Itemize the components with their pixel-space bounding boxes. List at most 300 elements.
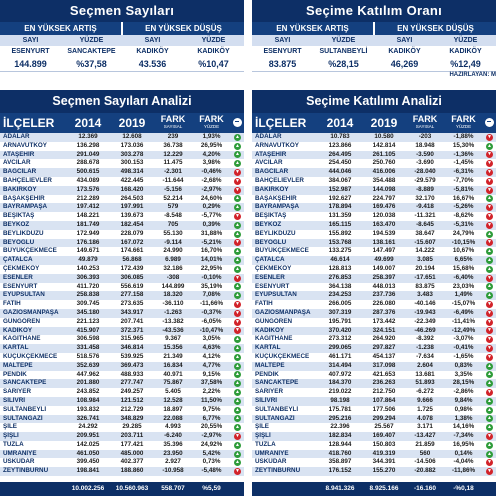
table-row — [252, 441, 496, 450]
diff-number: 40.971 — [163, 370, 183, 378]
total-pct: -%0,18 — [453, 485, 474, 492]
district-name: ESENLER — [255, 273, 285, 281]
diff-percent: 26,95% — [200, 141, 223, 149]
district-name: ATAŞEHİR — [3, 150, 35, 158]
diff-number: 35.396 — [163, 440, 183, 448]
table-header — [0, 113, 244, 133]
total-2019: 8.925.166 — [369, 485, 399, 492]
trend-up-icon — [486, 363, 493, 370]
summary-value: 83.875 — [268, 59, 297, 69]
diff-percent: 3,05% — [202, 335, 221, 343]
district-name: SARIYER — [255, 388, 283, 396]
value-2014: 133.275 — [328, 247, 352, 255]
diff-number: 5.405 — [165, 388, 181, 396]
value-2019: 182.454 — [120, 220, 144, 228]
trend-down-icon — [234, 187, 241, 194]
value-2014: 209.951 — [76, 432, 100, 440]
value-2014: 518.576 — [76, 352, 100, 360]
diff-percent: -5,81% — [453, 185, 474, 193]
value-2014: 307.319 — [328, 308, 352, 316]
value-2014: 407.972 — [328, 370, 352, 378]
diff-number: -203 — [418, 133, 432, 140]
trend-down-icon — [486, 433, 493, 440]
value-2014: 266.005 — [328, 300, 352, 308]
value-2014: 299.065 — [328, 344, 352, 352]
table-row — [0, 406, 244, 415]
value-2019: 174.661 — [120, 247, 144, 255]
trend-down-icon — [234, 275, 241, 282]
value-2019: 354.488 — [372, 176, 396, 184]
district-name: SULTANBEYLİ — [255, 405, 299, 413]
value-2014: 288.678 — [76, 159, 100, 167]
district-name: GAZİOSMANPAŞA — [3, 308, 59, 316]
summary-value: 46,269 — [390, 59, 419, 69]
diff-number: -9.114 — [164, 238, 182, 246]
diff-number: 579 — [167, 203, 179, 211]
table-row — [0, 230, 244, 239]
table-row — [252, 291, 496, 300]
district-name: BAKIRKÖY — [255, 185, 289, 193]
header-year-2019: 2019 — [370, 116, 398, 130]
diff-percent: 37,58% — [200, 379, 223, 387]
summary-decrease-header: EN YÜKSEK DÜŞÜŞ — [123, 22, 244, 35]
header-diff-number: FARK SAYISAL — [412, 114, 438, 129]
trend-up-icon — [234, 266, 241, 273]
value-2019: 10.580 — [374, 133, 394, 140]
trend-up-icon — [234, 371, 241, 378]
diff-percent: 22,95% — [200, 264, 223, 272]
value-2019: 138.161 — [372, 238, 396, 246]
diff-percent: 4,63% — [202, 344, 221, 352]
diff-percent: -10,47% — [199, 326, 224, 334]
table-row — [252, 159, 496, 168]
value-2019: 277.747 — [120, 379, 144, 387]
trend-down-icon — [486, 459, 493, 466]
diff-number: -5.156 — [164, 185, 182, 193]
value-2014: 46.614 — [330, 256, 350, 264]
diff-percent: 23,03% — [452, 282, 475, 290]
table-row — [252, 309, 496, 318]
district-name: GÜNGÖREN — [3, 317, 41, 325]
value-2019: 224.797 — [372, 194, 396, 202]
table-row — [252, 168, 496, 177]
district-name: ÇATALCA — [3, 256, 33, 264]
diff-percent: 2,22% — [202, 388, 221, 396]
value-2014: 128.813 — [328, 264, 352, 272]
district-name: ÇEKMEKÖY — [255, 264, 292, 272]
value-2019: 56.868 — [122, 256, 142, 264]
diff-percent: -6,49% — [453, 308, 474, 316]
trend-up-icon — [234, 195, 241, 202]
district-name: KADIKÖY — [449, 48, 482, 55]
diff-number: -13.382 — [162, 317, 184, 325]
table-row — [0, 362, 244, 371]
value-2019: 120.038 — [372, 212, 396, 220]
district-name: ÇATALCA — [255, 256, 285, 264]
value-2019: 315.965 — [120, 335, 144, 343]
diff-number: 9.367 — [165, 335, 181, 343]
district-name: BEŞİKTAŞ — [255, 212, 287, 220]
trend-up-icon — [234, 345, 241, 352]
value-2014: 178.894 — [328, 203, 352, 211]
diff-percent: 5,42% — [202, 449, 221, 457]
diff-number: 15.356 — [163, 344, 183, 352]
district-name: BAŞAKŞEHİR — [3, 194, 45, 202]
trend-up-icon — [234, 389, 241, 396]
summary-increase-header: EN YÜKSEK ARTIŞ — [0, 22, 121, 35]
value-2014: 195.791 — [328, 317, 352, 325]
value-2019: 237.736 — [372, 291, 396, 299]
district-name: TUZLA — [255, 440, 276, 448]
diff-percent: 4,77% — [202, 361, 221, 369]
summary-voter-counts — [0, 0, 244, 69]
district-name: SARIYER — [3, 388, 31, 396]
value-2014: 352.639 — [76, 361, 100, 369]
district-name: SULTANBEYLİ — [3, 405, 47, 413]
district-name: FATİH — [255, 300, 273, 308]
district-name: GAZİOSMANPAŞA — [255, 308, 311, 316]
diff-percent: -5,21% — [201, 238, 222, 246]
diff-number: 12.229 — [163, 150, 183, 158]
district-name: KADIKÖY — [255, 326, 285, 334]
district-name: ADALAR — [3, 133, 30, 140]
diff-percent: 16,67% — [452, 194, 475, 202]
value-2019: 169.476 — [372, 203, 396, 211]
diff-percent: -5,48% — [201, 467, 222, 475]
table-row — [252, 247, 496, 256]
summary-value: %10,47 — [198, 59, 229, 69]
table-row — [0, 388, 244, 397]
value-2014: 131.359 — [328, 212, 352, 220]
table-row — [0, 300, 244, 309]
table-row — [252, 239, 496, 248]
table-row — [0, 283, 244, 292]
trend-up-icon — [234, 222, 241, 229]
trend-up-icon — [234, 160, 241, 167]
trend-up-icon — [486, 143, 493, 150]
col-label-sayi: SAYI — [396, 37, 413, 44]
trend-down-icon — [486, 222, 493, 229]
trend-up-icon — [234, 442, 241, 449]
table-row — [0, 212, 244, 221]
table-row — [0, 177, 244, 186]
trend-down-icon — [234, 327, 241, 334]
value-2014: 142.025 — [76, 440, 100, 448]
value-2019: 369.473 — [120, 361, 144, 369]
value-2019: 188.860 — [120, 467, 144, 475]
diff-number: -19.943 — [414, 308, 436, 316]
diff-number: -8.548 — [164, 212, 182, 220]
diff-number: 1.725 — [417, 405, 433, 413]
table-row — [0, 256, 244, 265]
district-name: BAHÇELİEVLER — [255, 176, 304, 184]
col-label-yuzde: YÜZDE — [331, 37, 356, 44]
header-diff-percent: FARK YÜZDE — [199, 114, 224, 129]
diff-number: 32.170 — [415, 194, 435, 202]
diff-percent: 10,67% — [452, 247, 475, 255]
value-2019: 485.000 — [120, 449, 144, 457]
table-row — [252, 432, 496, 441]
value-2014: 176.152 — [328, 467, 352, 475]
total-diff: 558.707 — [161, 485, 185, 492]
value-2014: 123.866 — [328, 141, 352, 149]
value-2014: 192.627 — [328, 194, 352, 202]
value-2019: 194.539 — [372, 229, 396, 237]
district-name: KÜÇÜKÇEKMECE — [3, 352, 58, 360]
table-row — [252, 256, 496, 265]
diff-percent: -0,37% — [201, 308, 222, 316]
diff-number: 51.893 — [415, 379, 435, 387]
diff-number: -9.418 — [416, 203, 434, 211]
district-name: ÜMRANİYE — [255, 449, 289, 457]
diff-number: -43.536 — [162, 326, 184, 334]
district-name: PENDİK — [3, 370, 27, 378]
value-2014: 24.292 — [78, 423, 98, 431]
table-row — [252, 353, 496, 362]
trend-down-icon — [234, 301, 241, 308]
district-name: BAYRAMPAŞA — [255, 203, 300, 211]
value-2014: 219.022 — [328, 388, 352, 396]
summary-turnout — [252, 0, 496, 69]
table-row — [0, 291, 244, 300]
diff-percent: 6,65% — [454, 256, 473, 264]
trend-down-icon — [234, 468, 241, 475]
value-2014: 108.984 — [76, 396, 100, 404]
district-name: GÜNGÖREN — [255, 317, 293, 325]
value-2019: 454.137 — [372, 352, 396, 360]
diff-percent: -5,26% — [453, 203, 474, 211]
value-2014: 153.768 — [328, 238, 352, 246]
table-row — [252, 371, 496, 380]
diff-number: 38.647 — [415, 229, 435, 237]
trend-up-icon — [234, 451, 241, 458]
diff-percent: -1,88% — [453, 133, 474, 140]
value-2019: 402.377 — [120, 458, 144, 466]
panel-title: Seçmen Sayıları Analizi — [0, 90, 244, 113]
table-row — [0, 344, 244, 353]
trend-down-icon — [486, 345, 493, 352]
table-body — [0, 133, 244, 482]
trend-down-icon — [486, 468, 493, 475]
value-2014: 98.198 — [330, 396, 350, 404]
value-2019: 539.925 — [120, 352, 144, 360]
header-district: İLÇELER — [3, 116, 55, 130]
value-2019: 144.098 — [372, 185, 396, 193]
table-row — [252, 335, 496, 344]
diff-percent: 20,55% — [200, 423, 223, 431]
value-2019: 12.608 — [122, 133, 142, 140]
diff-number: 75.867 — [163, 379, 183, 387]
table-row — [0, 415, 244, 424]
value-2019: 422.445 — [120, 176, 144, 184]
diff-percent: 16,70% — [200, 247, 223, 255]
district-name: ATAŞEHİR — [255, 150, 287, 158]
district-name: KARTAL — [3, 344, 29, 352]
district-name: FATİH — [3, 300, 21, 308]
diff-number: -17.651 — [414, 273, 436, 281]
diff-percent: -5,31% — [453, 220, 474, 228]
diff-percent: -1,36% — [453, 150, 474, 158]
diff-number: 4.078 — [417, 414, 433, 422]
diff-percent: -3,07% — [453, 335, 474, 343]
diff-percent: 3,98% — [202, 159, 221, 167]
diff-percent: 0,29% — [202, 203, 221, 211]
value-2014: 212.289 — [76, 194, 100, 202]
table-row — [252, 467, 496, 476]
value-2014: 184.370 — [328, 379, 352, 387]
value-2014: 444.046 — [328, 168, 352, 176]
diff-number: -3.690 — [416, 159, 434, 167]
value-2019: 150.803 — [372, 440, 396, 448]
table-row — [252, 379, 496, 388]
trend-down-icon — [234, 310, 241, 317]
table-row — [252, 362, 496, 371]
value-2014: 173.576 — [76, 185, 100, 193]
table-row — [252, 151, 496, 160]
diff-number: 20.194 — [415, 264, 435, 272]
diff-number: -11.321 — [414, 212, 436, 220]
trend-up-icon — [234, 257, 241, 264]
value-2014: 140.253 — [76, 264, 100, 272]
trend-up-icon — [234, 143, 241, 150]
table-row — [252, 274, 496, 283]
diff-percent: 1,93% — [202, 133, 221, 140]
value-2014: 176.186 — [76, 238, 100, 246]
diff-number: -11.644 — [162, 176, 184, 184]
diff-number: -308 — [166, 273, 180, 281]
district-name: BEYKOZ — [3, 220, 30, 228]
value-2019: 258.397 — [372, 273, 396, 281]
trend-up-icon — [486, 415, 493, 422]
total-2014: 10.002.256 — [71, 485, 105, 492]
value-2014: 136.298 — [76, 141, 100, 149]
header-year-2019: 2019 — [118, 116, 146, 130]
trend-up-icon — [486, 292, 493, 299]
trend-down-icon — [486, 178, 493, 185]
trend-down-icon — [234, 239, 241, 246]
trend-down-icon — [486, 336, 493, 343]
trend-up-icon — [234, 151, 241, 158]
diff-number: -8.889 — [416, 185, 434, 193]
district-name: SİLİVRİ — [3, 396, 26, 404]
table-row — [252, 344, 496, 353]
diff-number: -2.301 — [164, 168, 182, 176]
district-name: ŞİLE — [3, 423, 17, 431]
diff-percent: 0,98% — [454, 405, 473, 413]
value-2019: 346.814 — [120, 344, 144, 352]
value-2019: 212.729 — [120, 405, 144, 413]
trend-down-icon — [234, 433, 241, 440]
trend-down-icon — [486, 204, 493, 211]
value-2019: 303.278 — [120, 150, 144, 158]
value-2019: 173.442 — [372, 317, 396, 325]
district-name: MALTEPE — [3, 361, 33, 369]
district-name: KARTAL — [255, 344, 281, 352]
value-2019: 343.917 — [120, 308, 144, 316]
col-label-yuzde: YÜZDE — [201, 37, 226, 44]
diff-percent: 7,08% — [202, 291, 221, 299]
district-name: BEYOĞLU — [3, 238, 35, 246]
table-row — [0, 309, 244, 318]
diff-number: 55.130 — [163, 229, 183, 237]
diff-percent: -0,46% — [201, 168, 222, 176]
value-2019: 147.497 — [372, 247, 396, 255]
table-row — [252, 458, 496, 467]
trend-up-icon — [486, 283, 493, 290]
trend-up-icon — [486, 266, 493, 273]
table-row — [252, 283, 496, 292]
diff-percent: -2,86% — [453, 388, 474, 396]
district-name: TUZLA — [3, 440, 24, 448]
diff-percent: 1,49% — [454, 291, 473, 299]
value-2014: 264.495 — [328, 150, 352, 158]
value-2019: 317.098 — [372, 361, 396, 369]
trend-down-icon — [486, 301, 493, 308]
col-label-sayi: SAYI — [274, 37, 291, 44]
district-name: BAYRAMPAŞA — [3, 203, 48, 211]
diff-percent: -11,41% — [451, 317, 476, 325]
trend-up-icon — [486, 398, 493, 405]
value-2019: 25.567 — [374, 423, 394, 431]
value-2014: 149.671 — [76, 247, 100, 255]
diff-percent: 15,30% — [452, 141, 475, 149]
summary-title: Seçmen Sayıları — [0, 0, 244, 22]
district-name: ŞİŞLİ — [3, 432, 19, 440]
trend-down-icon — [486, 319, 493, 326]
diff-number: -28.040 — [414, 168, 436, 176]
total-diff: -16.160 — [413, 485, 437, 492]
diff-percent: -6,40% — [453, 273, 474, 281]
district-name: EYÜPSULTAN — [255, 291, 297, 299]
diff-number: -36.110 — [162, 300, 184, 308]
table-row — [252, 195, 496, 204]
diff-percent: 0,14% — [454, 449, 473, 457]
value-2014: 172.949 — [76, 229, 100, 237]
table-row — [0, 186, 244, 195]
district-name: ÇEKMEKÖY — [3, 264, 40, 272]
value-2014: 12.369 — [78, 133, 98, 140]
value-2019: 277.158 — [120, 291, 144, 299]
value-2019: 306.085 — [120, 273, 144, 281]
district-name: BAHÇELİEVLER — [3, 176, 52, 184]
table-row — [252, 327, 496, 336]
value-2014: 358.897 — [328, 458, 352, 466]
table-row — [0, 327, 244, 336]
table-row — [252, 177, 496, 186]
trend-up-icon — [234, 354, 241, 361]
value-2019: 228.079 — [120, 229, 144, 237]
table-row — [252, 133, 496, 142]
trend-up-icon — [234, 415, 241, 422]
diff-percent: 0,39% — [202, 220, 221, 228]
diff-number: -14.506 — [414, 458, 436, 466]
diff-number: 2.927 — [165, 458, 181, 466]
table-row — [252, 415, 496, 424]
diff-percent: 24,92% — [200, 440, 223, 448]
trend-down-icon — [486, 310, 493, 317]
trend-up-icon — [234, 336, 241, 343]
trend-up-icon — [234, 204, 241, 211]
table-row — [0, 335, 244, 344]
diff-number: 18.948 — [415, 141, 435, 149]
trend-up-icon — [234, 363, 241, 370]
table-row — [0, 195, 244, 204]
table-row — [252, 265, 496, 274]
diff-number: 239 — [167, 133, 179, 140]
header-year-2014: 2014 — [74, 116, 102, 130]
table-row — [0, 441, 244, 450]
value-2019: 139.673 — [120, 212, 144, 220]
